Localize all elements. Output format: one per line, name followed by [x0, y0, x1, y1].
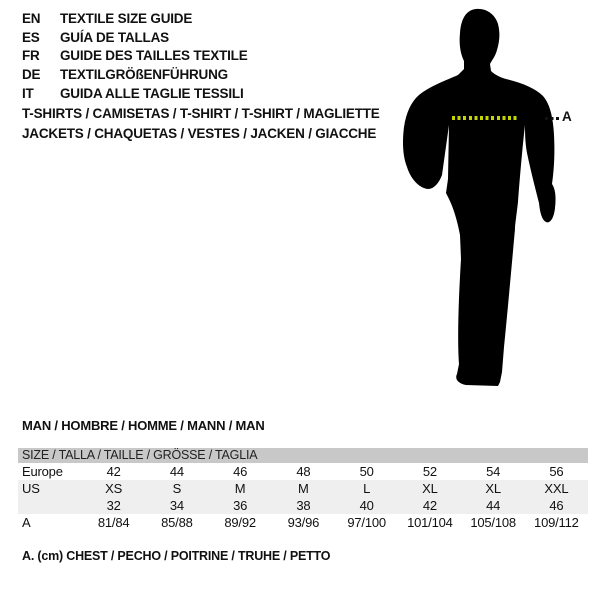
table-cell: 32 — [106, 498, 121, 513]
language-row-it — [22, 84, 248, 103]
table-cell: 36 — [233, 498, 248, 513]
language-label: GUÍA DE TALLAS — [60, 29, 169, 45]
language-row-fr — [22, 46, 248, 65]
table-cell: 105/108 — [470, 515, 516, 530]
size-table — [18, 448, 588, 531]
size-table-header: SIZE / TALLA / TAILLE / GRÖSSE / TAGLIA — [18, 448, 588, 463]
man-silhouette-figure — [402, 7, 572, 390]
table-row-us — [18, 480, 588, 497]
table-cell: 97/100 — [347, 515, 386, 530]
table-cell: M — [234, 481, 246, 496]
table-cell: 52 — [422, 464, 437, 479]
table-cell: 50 — [359, 464, 374, 479]
table-cell: S — [172, 481, 182, 496]
language-label: GUIDE DES TAILLES TEXTILE — [60, 48, 248, 64]
language-code: DE — [22, 66, 41, 82]
table-cell: 54 — [486, 464, 501, 479]
table-cell: 109/112 — [534, 515, 579, 530]
language-code: IT — [22, 85, 34, 101]
measurement-a-label: A — [562, 109, 572, 124]
table-row-europe — [18, 463, 588, 480]
row-label: Europe — [22, 464, 63, 479]
table-cell: 44 — [486, 498, 501, 513]
table-cell: 46 — [549, 498, 564, 513]
table-cell: 44 — [169, 464, 184, 479]
chest-measure-dash-line — [452, 116, 517, 120]
language-row-de — [22, 65, 248, 84]
table-cell: XL — [422, 481, 438, 496]
language-label: TEXTILE SIZE GUIDE — [60, 10, 193, 26]
table-cell: 89/92 — [224, 515, 256, 530]
table-row-unlabeled — [18, 497, 588, 514]
category-jackets: JACKETS / CHAQUETAS / VESTES / JACKEN / GIACCHE — [22, 126, 377, 141]
language-label: GUIDA ALLE TAGLIE TESSILI — [60, 85, 244, 101]
chest-measure-leader-dash — [545, 117, 560, 120]
language-row-es — [22, 28, 248, 47]
language-code: EN — [22, 10, 41, 26]
man-silhouette-path — [403, 9, 556, 386]
table-cell: 48 — [296, 464, 311, 479]
table-cell: XXL — [544, 481, 569, 496]
language-label: TEXTILGRÖßENFÜHRUNG — [60, 66, 228, 82]
language-row-en — [22, 9, 248, 28]
table-cell: 56 — [549, 464, 564, 479]
table-cell: XL — [485, 481, 501, 496]
man-silhouette-svg — [402, 7, 572, 390]
table-cell: 42 — [106, 464, 121, 479]
language-code: ES — [22, 29, 40, 45]
table-cell: 93/96 — [287, 515, 320, 530]
table-cell: 42 — [422, 498, 437, 513]
category-tshirts: T-SHIRTS / CAMISETAS / T-SHIRT / T-SHIRT / MAGLIETTE — [22, 106, 380, 121]
row-label: A — [22, 515, 31, 530]
table-row-a-chest — [18, 514, 588, 531]
language-list — [22, 9, 248, 102]
table-cell: 101/104 — [407, 515, 453, 530]
row-label: US — [22, 481, 40, 496]
table-cell: 34 — [169, 498, 184, 513]
table-cell: 46 — [233, 464, 248, 479]
measurement-footnote: A. (cm) CHEST / PECHO / POITRINE / TRUHE / PETTO — [22, 549, 331, 563]
section-title-man: MAN / HOMBRE / HOMME / MANN / MAN — [22, 418, 265, 433]
table-cell: M — [298, 481, 309, 496]
garment-categories — [22, 104, 380, 144]
table-cell: XS — [105, 481, 123, 496]
table-cell: 85/88 — [161, 515, 193, 530]
language-code: FR — [22, 48, 40, 64]
table-cell: 38 — [296, 498, 311, 513]
table-cell: 81/84 — [97, 515, 130, 530]
table-cell: L — [363, 481, 371, 496]
table-cell: 40 — [359, 498, 374, 513]
